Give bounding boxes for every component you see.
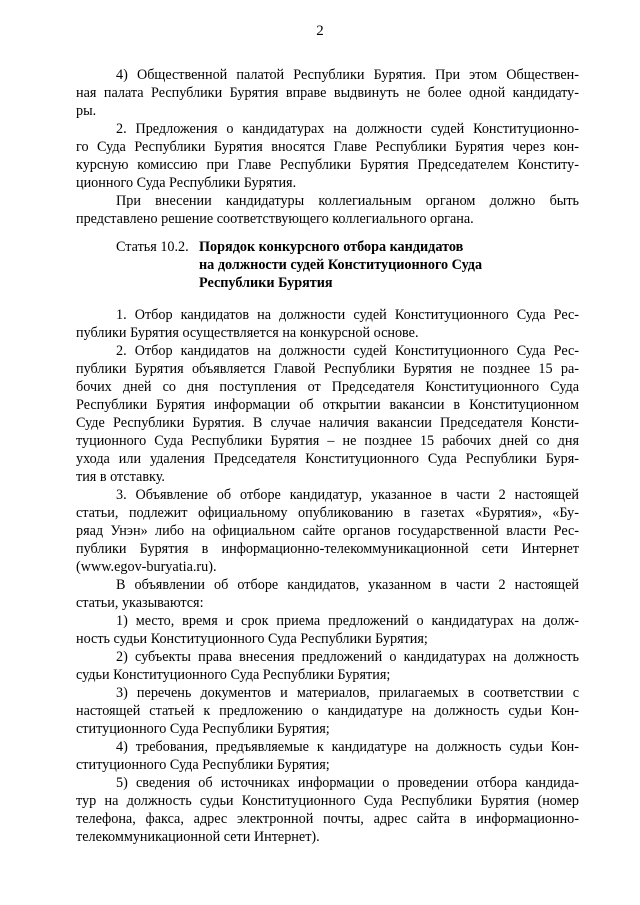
text-line: го Суда Республики Бурятия вносятся Главе Республики Бурятия через кон- [76,139,579,155]
text-line: ухода или удаления Председателя Конституционного Суда Республики Буря- [76,451,579,467]
text-line: 5) сведения об источниках информации о проведении отбора кандида- [116,775,579,791]
text-line: тия в отставку. [76,469,165,485]
text-line: ры. [76,103,97,119]
text-line: телефона, факса, адрес электронной почты, адрес сайта в информационно- [76,811,579,827]
text-line: телекоммуникационной сети Интернет). [76,829,320,845]
text-line: 3. Объявление об отборе кандидатур, указанное в части 2 настоящей [116,487,579,503]
text-line: статьи, указываются: [76,595,204,611]
article-title-line: на должности судей Конституционного Суда [199,257,483,273]
text-line: курсную комиссию при Главе Республики Бурятия Председателем Конститу- [76,157,579,173]
text-line: публики Бурятия осуществляется на конкурсной основе. [76,325,419,341]
text-line: бочих дней со дня поступления от Председателя Конституционного Суда [76,379,579,395]
page-number: 2 [316,23,324,39]
text-line: (www.egov-buryatia.ru). [76,559,217,575]
text-line: ституционного Суда Республики Бурятия; [76,721,330,737]
text-line: ционного Суда Республики Бурятия. [76,175,297,191]
text-line: В объявлении об отборе кандидатов, указанном в части 2 настоящей [116,577,579,593]
text-line: настоящей статьей к предложению о кандидатуре на должность судьи Кон- [76,703,579,719]
text-line: ность судьи Конституционного Суда Республики Бурятия; [76,631,428,647]
text-line: ная палата Республики Бурятия вправе выдвинуть не более одной кандидату- [76,85,579,101]
text-line: 2) субъекты права внесения предложений о кандидатурах на должность [116,649,579,665]
text-line: 2. Отбор кандидатов на должности судей Конституционного Суда Рес- [116,343,579,359]
text-line: ряад Унэн» либо на официальном сайте органов государственной власти Рес- [76,523,579,539]
text-line: 4) требования, предъявляемые к кандидатуре на должность судьи Кон- [116,739,579,755]
text-line: статьи, подлежит официальному опубликованию в газетах «Бурятия», «Бу- [76,505,579,521]
text-line: Суде Республики Бурятия. В случае наличия вакансии Председателя Консти- [76,415,579,431]
text-line: 1) место, время и срок приема предложений о кандидатурах на долж- [116,613,579,629]
text-line: ституционного Суда Республики Бурятия; [76,757,330,773]
text-line: 4) Общественной палатой Республики Бурятия. При этом Обществен- [116,67,579,83]
article-number: Статья 10.2. [116,239,189,255]
text-line: публики Бурятия в информационно-телекоммуникационной сети Интернет [76,541,579,557]
text-line: При внесении кандидатуры коллегиальным органом должно быть [116,193,579,209]
text-line: туционного Суда Республики Бурятия – не позднее 15 рабочих дней со дня [76,433,579,449]
text-line: 2. Предложения о кандидатурах на должности судей Конституционно- [116,121,579,137]
article-title-line: Порядок конкурсного отбора кандидатов [199,239,464,255]
text-line: Республики Бурятия информации об открытии вакансии в Конституционном [76,397,579,413]
article-title-line: Республики Бурятия [199,275,333,291]
text-line: публики Бурятия объявляется Главой Республики Бурятия не позднее 15 ра- [76,361,579,377]
text-line: тур на должность судьи Конституционного Суда Республики Бурятия (номер [76,793,579,809]
text-line: 1. Отбор кандидатов на должности судей Конституционного Суда Рес- [116,307,579,323]
text-line: судьи Конституционного Суда Республики Бурятия; [76,667,391,683]
text-line: 3) перечень документов и материалов, прилагаемых в соответствии с [116,685,579,701]
text-line: представлено решение соответствующего коллегиального органа. [76,211,474,227]
